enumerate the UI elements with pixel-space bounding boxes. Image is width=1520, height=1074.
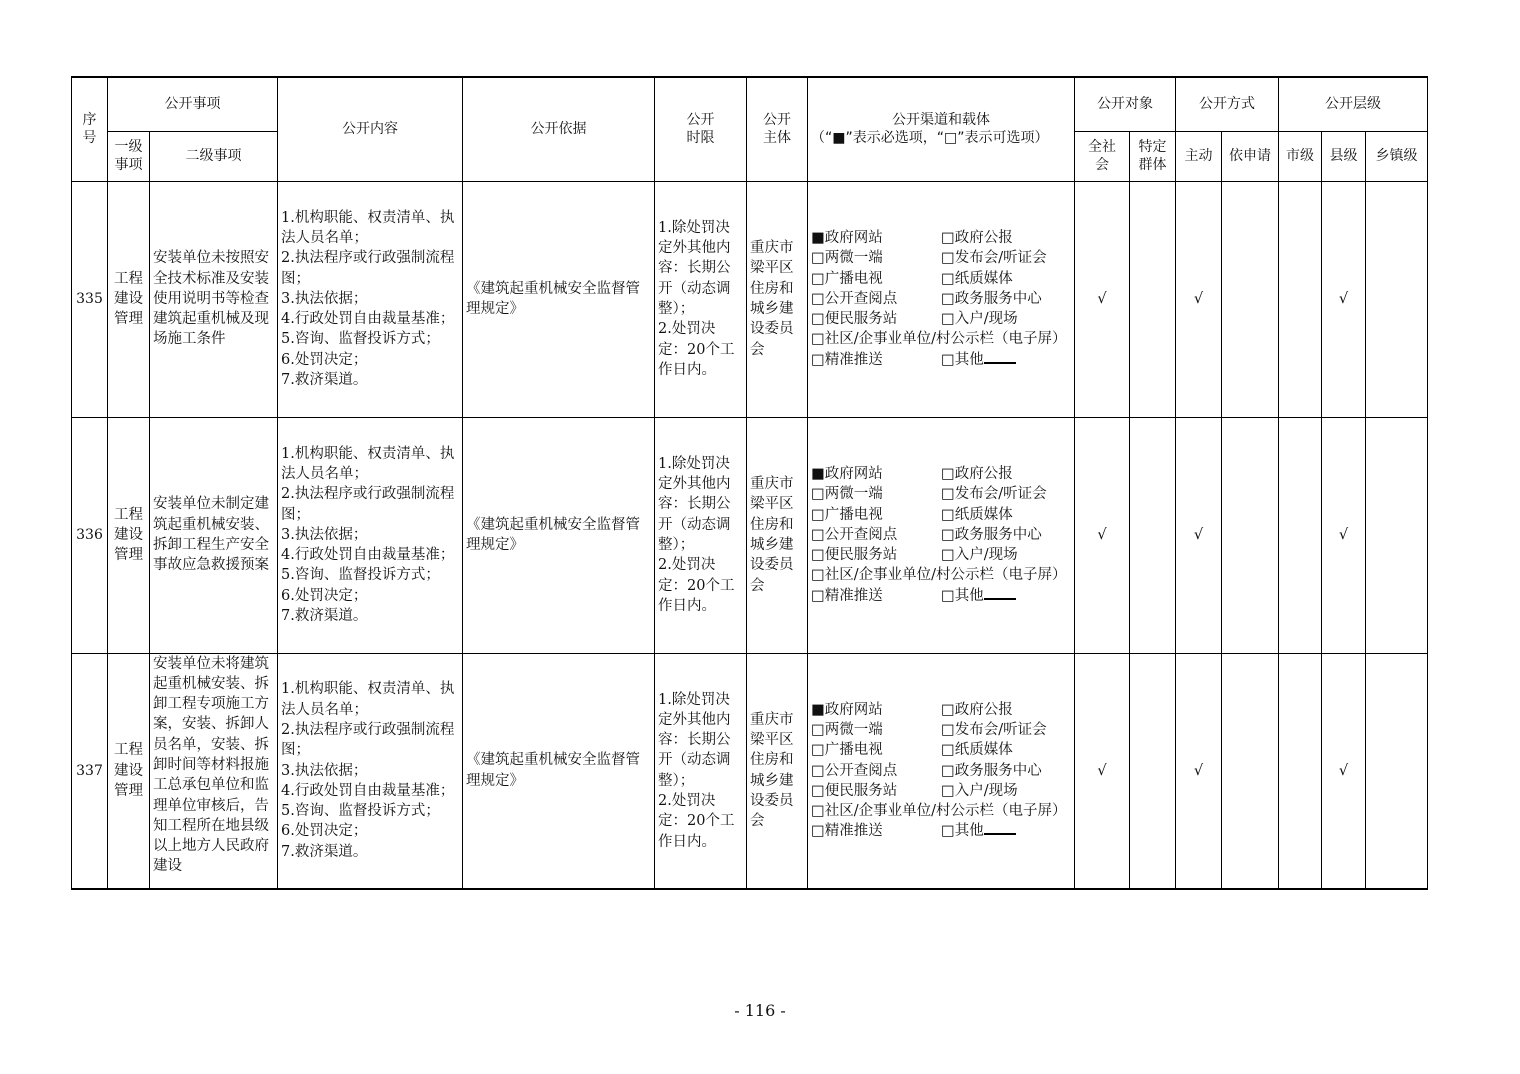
row-seq: 337 bbox=[72, 653, 108, 889]
row-level-town bbox=[1366, 417, 1428, 653]
channel-service-station: □便民服务站 bbox=[811, 782, 898, 799]
header-level-county: 县级 bbox=[1322, 131, 1366, 181]
table-body bbox=[72, 181, 1428, 889]
row-basis: 《建筑起重机械安全监督管理规定》 bbox=[463, 653, 655, 889]
row-level-town bbox=[1366, 653, 1428, 889]
channel-reading: □公开查阅点 bbox=[811, 526, 898, 543]
header-level1: 一级 事项 bbox=[108, 131, 150, 181]
header-content: 公开内容 bbox=[278, 77, 463, 181]
table-row bbox=[72, 181, 1428, 417]
channel-gov-gazette: □政府公报 bbox=[941, 229, 1013, 246]
channel-bulletin: □社区/企事业单位/村公示栏（电子屏） bbox=[811, 803, 1067, 820]
channel-service-center: □政务服务中心 bbox=[941, 762, 1042, 779]
table-header bbox=[72, 77, 1428, 181]
channel-press: □发布会/听证会 bbox=[941, 250, 1047, 267]
row-seq: 336 bbox=[72, 417, 108, 653]
row-period: 1.除处罚决定外其他内容：长期公开（动态调整）； 2.处罚决定：20个工作日内。 bbox=[655, 417, 747, 653]
channel-radio-tv: □广播电视 bbox=[811, 506, 883, 523]
channel-paper: □纸质媒体 bbox=[941, 742, 1013, 759]
header-channels bbox=[808, 77, 1075, 181]
header-items: 公开事项 bbox=[108, 77, 278, 131]
channel-service-center: □政务服务中心 bbox=[941, 290, 1042, 307]
row-channels bbox=[808, 653, 1075, 889]
header-method-active: 主动 bbox=[1176, 131, 1222, 181]
channel-onsite: □入户/现场 bbox=[941, 547, 1018, 564]
header-level-town: 乡镇级 bbox=[1366, 131, 1428, 181]
row-basis: 《建筑起重机械安全监督管理规定》 bbox=[463, 417, 655, 653]
channel-onsite: □入户/现场 bbox=[941, 311, 1018, 328]
row-period: 1.除处罚决定外其他内容：长期公开（动态调整）； 2.处罚决定：20个工作日内。 bbox=[655, 653, 747, 889]
channel-onsite: □入户/现场 bbox=[941, 782, 1018, 799]
channel-press: □发布会/听证会 bbox=[941, 486, 1047, 503]
channel-gov-site: ■政府网站 bbox=[811, 465, 883, 482]
row-audience-all: √ bbox=[1075, 181, 1130, 417]
row-level-city bbox=[1279, 181, 1322, 417]
channel-two-micro: □两微一端 bbox=[811, 486, 883, 503]
header-channels-note: （“■”表示必选项，“□”表示可选项） bbox=[811, 130, 1049, 147]
channel-bulletin: □社区/企事业单位/村公示栏（电子屏） bbox=[811, 331, 1067, 348]
row-basis: 《建筑起重机械安全监督管理规定》 bbox=[463, 181, 655, 417]
channel-other-wrap bbox=[941, 350, 1072, 370]
row-level-town bbox=[1366, 181, 1428, 417]
row-level-county: √ bbox=[1322, 653, 1366, 889]
row-level-county: √ bbox=[1322, 181, 1366, 417]
row-method-request bbox=[1222, 653, 1279, 889]
channel-push: □精准推送 bbox=[811, 351, 883, 368]
channel-other: □其他 bbox=[941, 351, 984, 368]
disclosure-table bbox=[71, 76, 1428, 890]
row-subject: 重庆市梁平区住房和城乡建设委员会 bbox=[747, 653, 808, 889]
row-subject: 重庆市梁平区住房和城乡建设委员会 bbox=[747, 417, 808, 653]
row-subject: 重庆市梁平区住房和城乡建设委员会 bbox=[747, 181, 808, 417]
channel-press: □发布会/听证会 bbox=[941, 722, 1047, 738]
row-method-request bbox=[1222, 181, 1279, 417]
channel-service-station: □便民服务站 bbox=[811, 311, 898, 328]
row-level1: 工程 建设 管理 bbox=[108, 653, 150, 889]
header-level-city: 市级 bbox=[1279, 131, 1322, 181]
channel-bulletin: □社区/企事业单位/村公示栏（电子屏） bbox=[811, 567, 1067, 584]
channel-gov-gazette: □政府公报 bbox=[941, 465, 1013, 482]
channel-service-center: □政务服务中心 bbox=[941, 526, 1042, 543]
row-seq: 335 bbox=[72, 181, 108, 417]
page-number: - 116 - bbox=[734, 1001, 786, 1020]
row-level2-cell bbox=[150, 653, 278, 889]
row-method-active: √ bbox=[1176, 181, 1222, 417]
row-channels bbox=[808, 417, 1075, 653]
blank-line bbox=[984, 586, 1016, 600]
blank-line bbox=[984, 350, 1016, 364]
header-period: 公开 时限 bbox=[655, 77, 747, 181]
channel-push: □精准推送 bbox=[811, 587, 883, 604]
row-content: 1.机构职能、权责清单、执法人员名单； 2.执法程序或行政强制流程图； 3.执法依据； 4.行政处罚自由裁量基准； 5.咨询、监督投诉方式； 6.处罚决定； 7.救济渠道。 bbox=[278, 417, 463, 653]
row-audience-specific bbox=[1130, 417, 1176, 653]
row-method-active: √ bbox=[1176, 653, 1222, 889]
header-method: 公开方式 bbox=[1176, 77, 1279, 131]
channel-gov-site: ■政府网站 bbox=[811, 701, 883, 718]
header-audience-specific: 特定 群体 bbox=[1130, 131, 1176, 181]
channel-reading: □公开查阅点 bbox=[811, 762, 898, 779]
channel-paper: □纸质媒体 bbox=[941, 506, 1013, 523]
row-level1: 工程 建设 管理 bbox=[108, 181, 150, 417]
channel-radio-tv: □广播电视 bbox=[811, 742, 883, 759]
row-level2: 安装单位未制定建筑起重机械安装、拆卸工程生产安全事故应急救援预案 bbox=[150, 417, 278, 653]
channel-push: □精准推送 bbox=[811, 823, 883, 840]
blank-line bbox=[984, 821, 1016, 835]
header-basis: 公开依据 bbox=[463, 77, 655, 181]
channel-service-station: □便民服务站 bbox=[811, 547, 898, 564]
row-level2: 安装单位未将建筑起重机械安装、拆卸工程专项施工方案，安装、拆卸人员名单，安装、拆卸时间等材料报施工总承包单位和监理单位审核后，告知工程所在地县级以上地方人民政府建设 bbox=[153, 655, 269, 875]
row-audience-all: √ bbox=[1075, 417, 1130, 653]
row-level1: 工程 建设 管理 bbox=[108, 417, 150, 653]
row-channels bbox=[808, 181, 1075, 417]
row-content: 1.机构职能、权责清单、执法人员名单； 2.执法程序或行政强制流程图； 3.执法依据； 4.行政处罚自由裁量基准； 5.咨询、监督投诉方式； 6.处罚决定； 7.救济渠道。 bbox=[278, 653, 463, 889]
row-audience-all: √ bbox=[1075, 653, 1130, 889]
channel-gov-gazette: □政府公报 bbox=[941, 701, 1013, 718]
header-audience: 公开对象 bbox=[1075, 77, 1176, 131]
header-channels-title: 公开渠道和载体 bbox=[892, 112, 990, 129]
header-level: 公开层级 bbox=[1279, 77, 1428, 131]
row-audience-specific bbox=[1130, 653, 1176, 889]
header-method-request: 依申请 bbox=[1222, 131, 1279, 181]
row-level2: 安装单位未按照安全技术标准及安装使用说明书等检查建筑起重机械及现场施工条件 bbox=[150, 181, 278, 417]
header-audience-all: 全社 会 bbox=[1075, 131, 1130, 181]
channel-reading: □公开查阅点 bbox=[811, 290, 898, 307]
channel-two-micro: □两微一端 bbox=[811, 250, 883, 267]
row-method-request bbox=[1222, 417, 1279, 653]
row-level-city bbox=[1279, 417, 1322, 653]
header-seq: 序 号 bbox=[72, 77, 108, 181]
channel-other: □其他 bbox=[941, 587, 984, 604]
row-method-active: √ bbox=[1176, 417, 1222, 653]
row-level-city bbox=[1279, 653, 1322, 889]
channel-other: □其他 bbox=[941, 823, 984, 840]
header-subject: 公开 主体 bbox=[747, 77, 808, 181]
channel-two-micro: □两微一端 bbox=[811, 722, 883, 738]
table-row bbox=[72, 417, 1428, 653]
header-level2: 二级事项 bbox=[150, 131, 278, 181]
channel-other-wrap bbox=[941, 586, 1072, 606]
table-row bbox=[72, 653, 1428, 889]
row-level-county: √ bbox=[1322, 417, 1366, 653]
row-content: 1.机构职能、权责清单、执法人员名单； 2.执法程序或行政强制流程图； 3.执法依据； 4.行政处罚自由裁量基准； 5.咨询、监督投诉方式； 6.处罚决定； 7.救济渠道。 bbox=[278, 181, 463, 417]
row-period: 1.除处罚决定外其他内容：长期公开（动态调整）； 2.处罚决定：20个工作日内。 bbox=[655, 181, 747, 417]
channel-radio-tv: □广播电视 bbox=[811, 270, 883, 287]
row-audience-specific bbox=[1130, 181, 1176, 417]
channel-paper: □纸质媒体 bbox=[941, 270, 1013, 287]
channel-other-wrap bbox=[941, 821, 1072, 841]
channel-gov-site: ■政府网站 bbox=[811, 229, 883, 246]
